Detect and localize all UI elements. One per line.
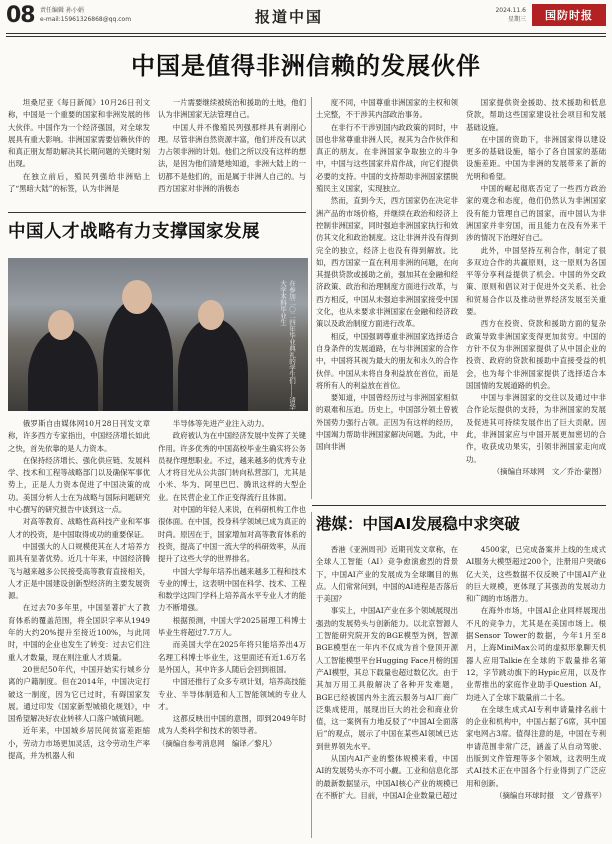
- article3-col1: [316, 544, 458, 802]
- date-text: 2024.11.6: [495, 7, 526, 14]
- paragraph: 在全球生成式AI专利申请量排名前十的企业和机构中，中国占据了6席，其中国家电网占3席。值得注意的是，中国在专利申请范围非常广泛，涵盖了从自动驾驶、出版到文件管理等多个领域，这表明生成式AI技术正在中国各个行业得到了广泛应用和创新。: [466, 704, 606, 788]
- paragraph: 4500家，已完成备案并上线的生成式AI服务大模型超过200个，注册用户突破6亿大关，这些数据不仅反映了中国AI产业的巨大规模，更体现了其强劲的发展动力和广阔的市场潜力。: [466, 545, 606, 604]
- article1-col4: [466, 97, 606, 478]
- paragraph: 此外，中国坚持互利合作，制定了很多双边合作的共赢原则，这一原则为各国平等分享利益提供了机会。中国的外交政策、原则和倡议对于促进外交关系、社会和贸易合作以及推动世界经济发展至关重要。: [466, 245, 606, 317]
- page-number: 08: [6, 3, 35, 28]
- paragraph: 中国人并不像殖民列强那样具有剥削心理。尽管非洲自然资源丰富，他们并没有以武力占领非洲的计划。他们之所以没有这样的想法，是因为他们清楚地知道，非洲大陆上的一切都不是他们的，而是属于非洲人自己的。与西方国家对非洲的消极态: [158, 122, 306, 194]
- paragraph: 中国与非洲国家的交往以及通过中非合作论坛提供的支持，为非洲国家的发展及促进其可持续发展作出了巨大贡献。因此，非洲国家应与中国开展更加密切的合作，收获成功果实，引领非洲国家走向成功。: [466, 393, 606, 464]
- issue-date: [470, 6, 526, 24]
- masthead-rule-thin: [6, 36, 606, 37]
- paragraph: 从国内AI产业的整体规模来看，中国AI的发展势头亦不可小觑。工业和信息化部的最新数据显示，中国AI核心产业的规模已在不断扩大。目前，中国AI企业数量已超过: [316, 754, 458, 800]
- masthead-rule: [6, 33, 606, 34]
- paragraph: 近年来，中国城乡居民间贫富差距缩小，劳动力市场更加灵活，这令劳动生产率提高，并为机器人和: [8, 726, 150, 761]
- paragraph: 中国强大的人口规模使其在人才培养方面具有显著优势。近几十年来，中国经济腾飞与越来越多公民接受高等教育直接相关，人才正是中国建设创新型经济的主要发展资源。: [8, 541, 150, 601]
- paragraph: 坦桑尼亚《每日新闻》10月26日刊文称，中国是一个重要的国家和非洲发展的伟大伙伴。中国作为一个经济强国，对全球发展具有重大影响。非洲国家需要信赖伙伴的和真正朋友帮助解决其长期问题的关键时刻出现。: [8, 98, 150, 169]
- article3-col2: [466, 544, 606, 802]
- paragraph: 中国大学每年培养出越来越多工程和技术专业的博士，这表明中国在科学、技术、工程和数学这四门学科上培养高水平专业人才的能力不断增强。: [158, 566, 306, 613]
- paragraph: 对高等教育、战略性高科技产业和军事人才的投资，是中国取得成功的重要保证。: [8, 517, 150, 539]
- photo-figure: [28, 328, 98, 411]
- paragraph: 相反，中国强调尊重非洲国家选择适合自身条件的发展道路，在与非洲国家的合作中，中国将其视为最大的朋友和永久的合作伙伴。中国从未将自身利益放在首位，而是将所有人的利益放在首位。: [316, 331, 458, 390]
- photo-figure: [103, 298, 173, 411]
- paragraph: 在过去70多年里，中国显著扩大了教育体系的覆盖范围，将全国识字率从1949年的大约20%提升至接近100%，与此同时，中国的企业也发生了转变：过去它们注重人才数量，现在则注重人才质量。: [8, 603, 150, 662]
- graduation-photo: [8, 258, 308, 411]
- paragraph: 对中国的年轻人来说，在科研机构工作也很体面。在中国，投身科学领域已成为真正的时尚。原因在于，国家增加对高等教育体系的投资，提高了中国一流大学的科研效率，从而提升了这些大学的世界排名。: [158, 505, 306, 564]
- paragraph: 在保持经济增长、强化供应链、发展科学、技术和工程等战略部门以及确保军事优势上，正是人力资本促进了中国决策的成功。美国分析人士在为战略与国际问题研究中心撰写的研究报告中谈到这一点。: [8, 455, 150, 515]
- paragraph: 而美国大学在2025年将只能培养出4万名理工科博士毕业生，这里面还有近1.6万名是外国人，其中许多人随后会回到祖国。: [158, 640, 306, 674]
- paragraph: 20世纪50年代，中国开始实行城乡分离的户籍制度。但在2014年，中国决定打破这一制度，因为它已过时，有碍国家发展。通过印发《国家新型城镇化规划》，中国希望解决好农业转移人口落户城镇问题。: [8, 664, 150, 724]
- editor-info: [40, 6, 131, 24]
- paragraph: 半导体等先进产业注入动力。: [172, 419, 269, 428]
- article2-credit: （摘编自参考消息网 编译／黎凡）: [158, 738, 277, 748]
- photo-caption: 在参加二〇二四年毕业典礼的学生们——清华大学本科毕业生: [279, 280, 296, 410]
- paragraph: 要知道，中国曾经历过与非洲国家相似的艰难和压迫。历史上，中国部分领土曾被外国势力强行占领。正因为有这样的经历，中国竭力帮助非洲国家解决问题。为此，中国向非洲: [316, 393, 458, 452]
- editor-name: 责任编辑 孙小娟: [40, 7, 84, 14]
- paragraph: 在非行不干涉别国内政政策的同时，中国也非常尊重非洲人民，视其为合作伙伴和真正的朋友。在非洲国家争取独立的斗争中，中国与这些国家并肩作战，向它们提供必要的支持。中国的支持帮助非洲国家摆脱殖民主义国家，实现独立。: [316, 122, 458, 194]
- article2-subheadline: 中国人才战略有力支撑国家发展: [8, 222, 260, 242]
- editor-email: e-mail:15961326868@qq.com: [40, 16, 132, 23]
- paragraph: 在海外市场，中国AI企业同样展现出不凡的竞争力，尤其是在美国市场上。根据Sensor Tower的数据，今年1月至8月，上海MiniMax公司的虚拟形象聊天机器人应用Talkie在全球的下载量排名第12，字节跳动旗下的Hypic应用，以及作业帮推出的家庭作业助手Question AI，均进入了全球下载量前二十名。: [466, 606, 606, 702]
- weekday-text: 星期三: [507, 16, 526, 23]
- paragraph: 一片需要继续被统治和援助的土地，他们认为非洲国家无法管理自己。: [158, 98, 306, 120]
- section-divider: [312, 505, 606, 506]
- paragraph: 在独立前后，殖民列强给非洲贴上了“黑暗大陆”的标签，认为非洲是: [8, 171, 150, 194]
- paragraph: 然而，直到今天，西方国家仍在决定非洲产品的市场价格，并继续在政治和经济上控制非洲国家，同时强迫非洲国家执行和效仿其文化和政治制度。这让非洲并没有得到完全的独立，经济上也没有得到解放。比如，西方国家一直在利用非洲的问题，在向其提供贷款或援助之前，强加其在金融和经济政策、政治和治理制度方面进行改革，与西方相反，中国从未强迫非洲国家接受中国文化，也从未要求非洲国家在金融和经济政策以及政治制度方面进行改革。: [316, 196, 458, 329]
- article1-col3: [316, 97, 458, 454]
- photo-figure: [122, 280, 152, 314]
- article1-credit: （摘编自环球网 文／乔治·蒙图）: [492, 466, 606, 476]
- article2-col1: [8, 418, 150, 762]
- article2-col2: [158, 418, 306, 750]
- column-divider: [311, 512, 312, 838]
- masthead: [0, 0, 612, 34]
- paragraph: 俄罗斯自由媒体网10月28日刊发文章称，许多西方专家指出，中国经济增长如此之快，首先依靠的是人力资本。: [8, 419, 150, 453]
- paragraph: 这都反映出中国的意图，即到2049年时成为人类科学和技术的领导者。: [158, 714, 306, 736]
- article1-col2: [158, 97, 306, 195]
- paragraph: 中国还推行了众多专项计划，培养高技能专业、半导体制造和人工智能领域的专业人才。: [158, 677, 306, 711]
- paragraph: 西方在投资、贷款和援助方面的复杂政策导致非洲国家变得更加贫穷。中国的方针不仅为非洲国家提供了从中国企业的投资、政府的贷款和援助中直接受益的机会，也为每个非洲国家提供了选择适合本国国情的发展道路的机会。: [466, 319, 606, 390]
- paragraph: 在中国的资助下，非洲国家得以建设更多的基础设施，缩小了各自国家的基础设施差距。中国为非洲的发展带来了新的光明和希望。: [466, 134, 606, 181]
- main-headline: 中国是值得非洲信赖的发展伙伴: [131, 52, 481, 80]
- newspaper-logo: 国防时报: [532, 4, 606, 26]
- paragraph: 事实上，中国AI产业在多个领域展现出强劲的发展势头与创新能力。以北京智源人工智能研究院开发的BGE模型为例，智源BGE模型在一年内不仅成为首个登顶开源人工智能模型平台Hugging Face月榜的国产AI模型，其总下载量也超过数亿次。由于其加万用工具般解决了各种开发难题，BGE已经被国内外主流云服务与AI厂商广泛集成使用，展现出巨大的社会和商业价值，这一案例有力地反驳了“中国AI全面落后”的观点，展示了中国在某些AI领域已达到世界领先水平。: [316, 606, 458, 751]
- paragraph: 国家提供资金援助、技术援助和低息贷款，帮助这些国家建设社会项目和发展基础设施。: [466, 98, 606, 132]
- paragraph: 政府被认为在中国经济发展中发挥了关键作用。许多优秀的中国高校毕业生确实将公务员视作理想职业。不过，越来越多的优秀专业人才将目光从公共部门转向私营部门，尤其是小米、华为、阿里巴巴、腾讯这样的大型企业。在民营企业工作正变得流行且体面。: [158, 431, 306, 502]
- section-divider: [8, 212, 306, 213]
- photo-figure: [48, 310, 74, 340]
- section-title: 报道中国: [255, 8, 324, 26]
- paragraph: 度不同，中国尊重非洲国家的主权和领土完整，不干涉其内部政治事务。: [316, 98, 458, 120]
- paragraph: 中国的崛起彻底否定了一些西方政治家的观念和态度，他们仍然认为非洲国家没有能力管理自己的国家，而中国认为非洲国家并非穷国，而且能力在没有外来干涉的情况下治理好自己。: [466, 184, 606, 243]
- article3-credit: （摘编自环球时报 文／曾燕平）: [495, 790, 606, 800]
- paragraph: 香港《亚洲周刊》近期刊发文章称，在全球人工智能（AI）竞争愈演愈烈的背景下，中国AI产业的发展成为全球瞩目的焦点。人们常常问到，中国的AI进程是否落后于美国？: [316, 545, 458, 604]
- photo-figure: [178, 318, 248, 411]
- article3-subheadline: 港媒：中国AI发展稳中求突破: [316, 515, 520, 533]
- column-divider: [311, 97, 312, 499]
- photo-figure: [198, 300, 224, 330]
- article1-col1: [8, 97, 150, 195]
- paragraph: 根据预测，中国大学2025届理工科博士毕业生将超过7.7万人。: [158, 615, 306, 638]
